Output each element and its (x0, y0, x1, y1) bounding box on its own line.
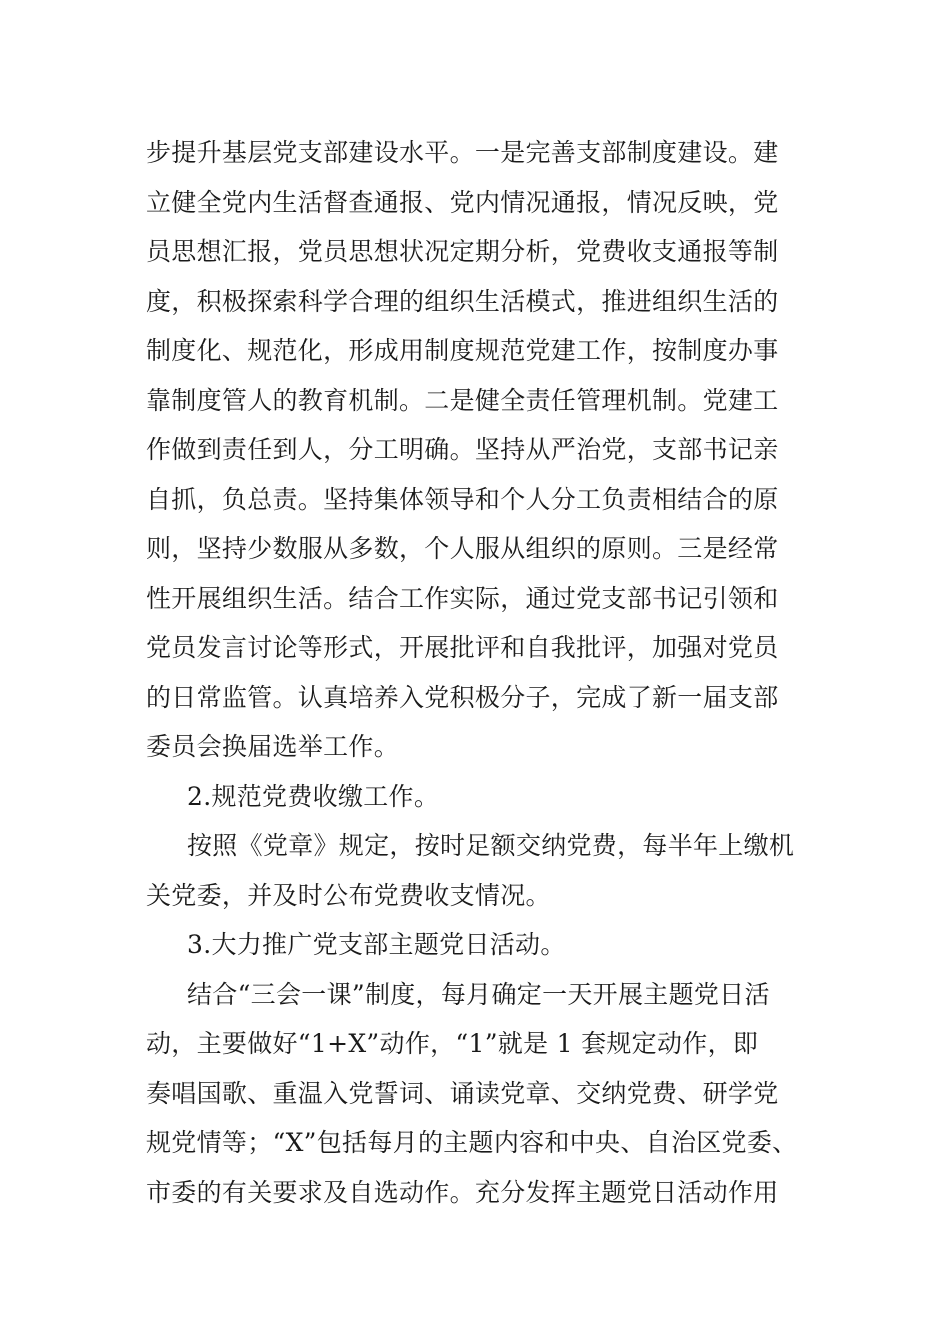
paragraph-line: 奏唱国歌、重温入党誓词、诵读党章、交纳党费、研学党 (146, 1078, 779, 1108)
section-heading: 3.大力推广党支部主题党日活动。 (187, 930, 566, 959)
paragraph-line: 关党委，并及时公布党费收支情况。 (146, 880, 551, 910)
paragraph-line: 度，积极探索科学合理的组织生活模式，推进组织生活的 (146, 286, 779, 316)
paragraph-line: 性开展组织生活。结合工作实际，通过党支部书记引领和 (146, 583, 779, 613)
paragraph-line: 市委的有关要求及自选动作。充分发挥主题党日活动作用 (146, 1177, 779, 1207)
paragraph-line: 则，坚持少数服从多数，个人服从组织的原则。三是经常 (146, 534, 779, 563)
paragraph-line: 制度化、规范化，形成用制度规范党建工作，按制度办事 (146, 336, 779, 365)
section-heading: 2.规范党费收缴工作。 (187, 781, 440, 811)
paragraph-line: 步提升基层党支部建设水平。一是完善支部制度建设。建 (146, 138, 779, 167)
paragraph-line: 委员会换届选举工作。 (146, 732, 400, 761)
paragraph-line: 作做到责任到人，分工明确。坚持从严治党，支部书记亲 (146, 435, 779, 464)
document-body (146, 128, 816, 1217)
paragraph-line: 靠制度管人的教育机制。二是健全责任管理机制。党建工 (146, 385, 779, 415)
paragraph-line: 规党情等；“X”包括每月的主题内容和中央、自治区党委、 (146, 1128, 798, 1157)
paragraph-line: 立健全党内生活督查通报、党内情况通报，情况反映，党 (146, 187, 779, 217)
paragraph-line: 动，主要做好“1+X”动作，“1”就是 1 套规定动作，即 (146, 1029, 759, 1058)
paragraph-line: 按照《党章》规定，按时足额交纳党费，每半年上缴机 (187, 831, 795, 860)
paragraph-line: 员思想汇报，党员思想状况定期分析，党费收支通报等制 (146, 237, 779, 266)
paragraph-line: 自抓，负总责。坚持集体领导和个人分工负责相结合的原 (146, 484, 779, 514)
paragraph-line: 结合“三会一课”制度，每月确定一天开展主题党日活 (187, 979, 770, 1009)
paragraph-line: 的日常监管。认真培养入党积极分子，完成了新一届支部 (146, 682, 779, 712)
paragraph-line: 党员发言讨论等形式，开展批评和自我批评，加强对党员 (146, 633, 779, 662)
